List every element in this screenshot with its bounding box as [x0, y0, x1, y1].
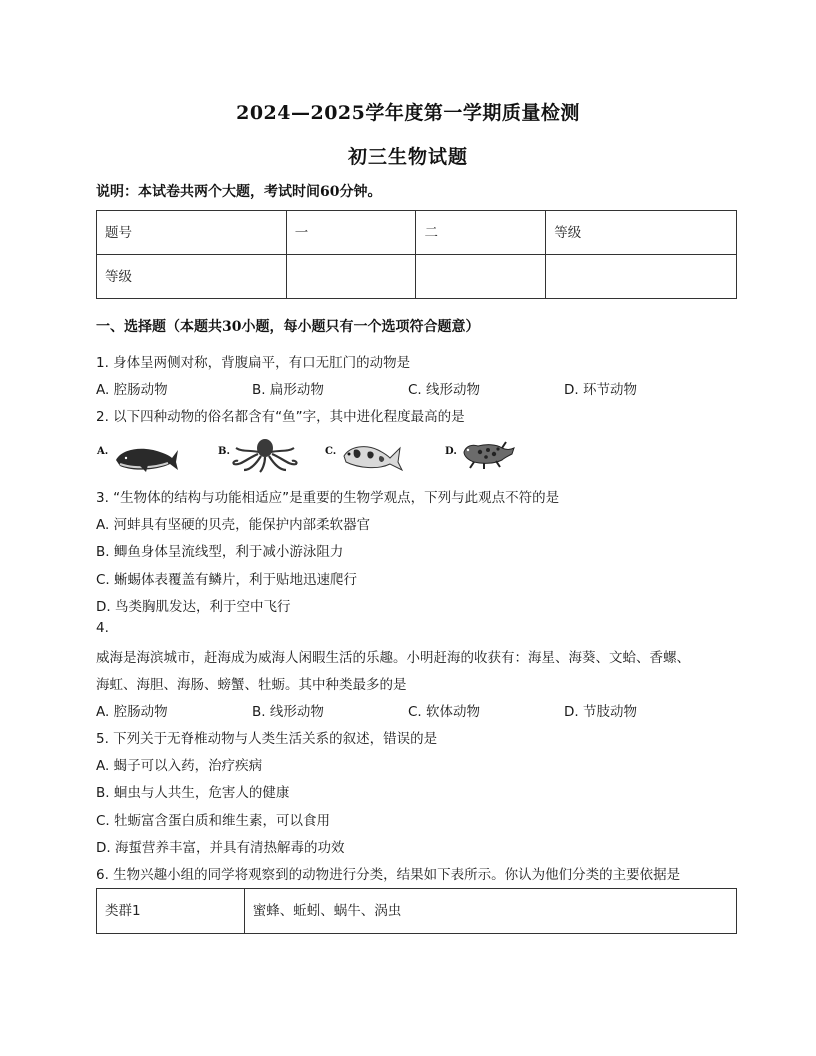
- whale-icon: [110, 434, 180, 474]
- question-2-label-d: D.: [445, 446, 457, 457]
- question-1-option-a: A. 腔肠动物: [96, 382, 168, 398]
- question-5-stem: 5. 下列关于无脊椎动物与人类生活关系的叙述，错误的是: [96, 731, 438, 747]
- question-4-option-d: D. 节肢动物: [564, 704, 637, 720]
- lizard-icon: [458, 436, 518, 472]
- fish-icon: [336, 434, 406, 474]
- exam-title: 2024—2025学年度第一学期质量检测: [236, 102, 580, 124]
- question-5-option-d: D. 海蜇营养丰富，并具有清热解毒的功效: [96, 840, 345, 856]
- section-heading: 一、选择题（本题共30小题，每小题只有一个选项符合题意）: [96, 319, 480, 335]
- question-4-stem-line2: 海虹、海胆、海肠、螃蟹、牡蛎。其中种类最多的是: [96, 677, 407, 693]
- table-cell: 一: [286, 211, 416, 255]
- exam-note: 说明：本试卷共两个大题，考试时间60分钟。: [96, 184, 382, 200]
- question-1-option-d: D. 环节动物: [564, 382, 637, 398]
- table-cell: 二: [416, 211, 546, 255]
- question-6-stem: 6. 生物兴趣小组的同学将观察到的动物进行分类，结果如下表所示。你认为他们分类的主要依据是: [96, 867, 681, 883]
- question-1-option-c: C. 线形动物: [408, 382, 481, 398]
- question-4-option-c: C. 软体动物: [408, 704, 481, 720]
- classification-table: [96, 888, 737, 934]
- question-4-stem-line1: 威海是海滨城市，赶海成为威海人闲暇生活的乐趣。小明赶海的收获有：海星、海葵、文蛤、香螺、: [96, 650, 690, 666]
- question-3-option-c: C. 蜥蜴体表覆盖有鳞片，利于贴地迅速爬行: [96, 572, 358, 588]
- question-5-option-c: C. 牡蛎富含蛋白质和维生素，可以食用: [96, 813, 331, 829]
- question-4-option-a: A. 腔肠动物: [96, 704, 168, 720]
- table-row: [97, 255, 737, 299]
- question-1-option-b: B. 扁形动物: [252, 382, 324, 398]
- table-cell: 等级: [546, 211, 737, 255]
- table-cell: 类群1: [97, 889, 245, 934]
- table-row: [97, 889, 737, 934]
- question-2-label-a: A.: [97, 446, 109, 457]
- table-cell: [546, 255, 737, 299]
- question-3-option-d: D. 鸟类胸肌发达，利于空中飞行: [96, 599, 291, 615]
- question-5-option-a: A. 蝎子可以入药，治疗疾病: [96, 758, 263, 774]
- exam-subtitle: 初三生物试题: [347, 146, 468, 168]
- question-1-stem: 1. 身体呈两侧对称，背腹扁平，有口无肛门的动物是: [96, 355, 411, 371]
- question-2-stem: 2. 以下四种动物的俗名都含有“鱼”字，其中进化程度最高的是: [96, 409, 465, 425]
- question-3-stem: 3. “生物体的结构与功能相适应”是重要的生物学观点，下列与此观点不符的是: [96, 490, 560, 506]
- table-cell: 题号: [97, 211, 287, 255]
- table-cell: 等级: [97, 255, 287, 299]
- octopus-icon: [230, 436, 300, 474]
- table-row: [97, 211, 737, 255]
- question-3-option-a: A. 河蚌具有坚硬的贝壳，能保护内部柔软器官: [96, 517, 371, 533]
- question-3-option-b: B. 鲫鱼身体呈流线型，利于减小游泳阻力: [96, 544, 344, 560]
- table-cell: [286, 255, 416, 299]
- question-4-number: 4.: [96, 620, 109, 636]
- grade-table: [96, 210, 737, 299]
- question-5-option-b: B. 蛔虫与人共生，危害人的健康: [96, 785, 290, 801]
- table-cell: [416, 255, 546, 299]
- table-cell: 蜜蜂、蚯蚓、蜗牛、涡虫: [244, 889, 736, 934]
- question-4-option-b: B. 线形动物: [252, 704, 324, 720]
- question-2-label-b: B.: [218, 446, 230, 457]
- question-2-label-c: C.: [325, 446, 337, 457]
